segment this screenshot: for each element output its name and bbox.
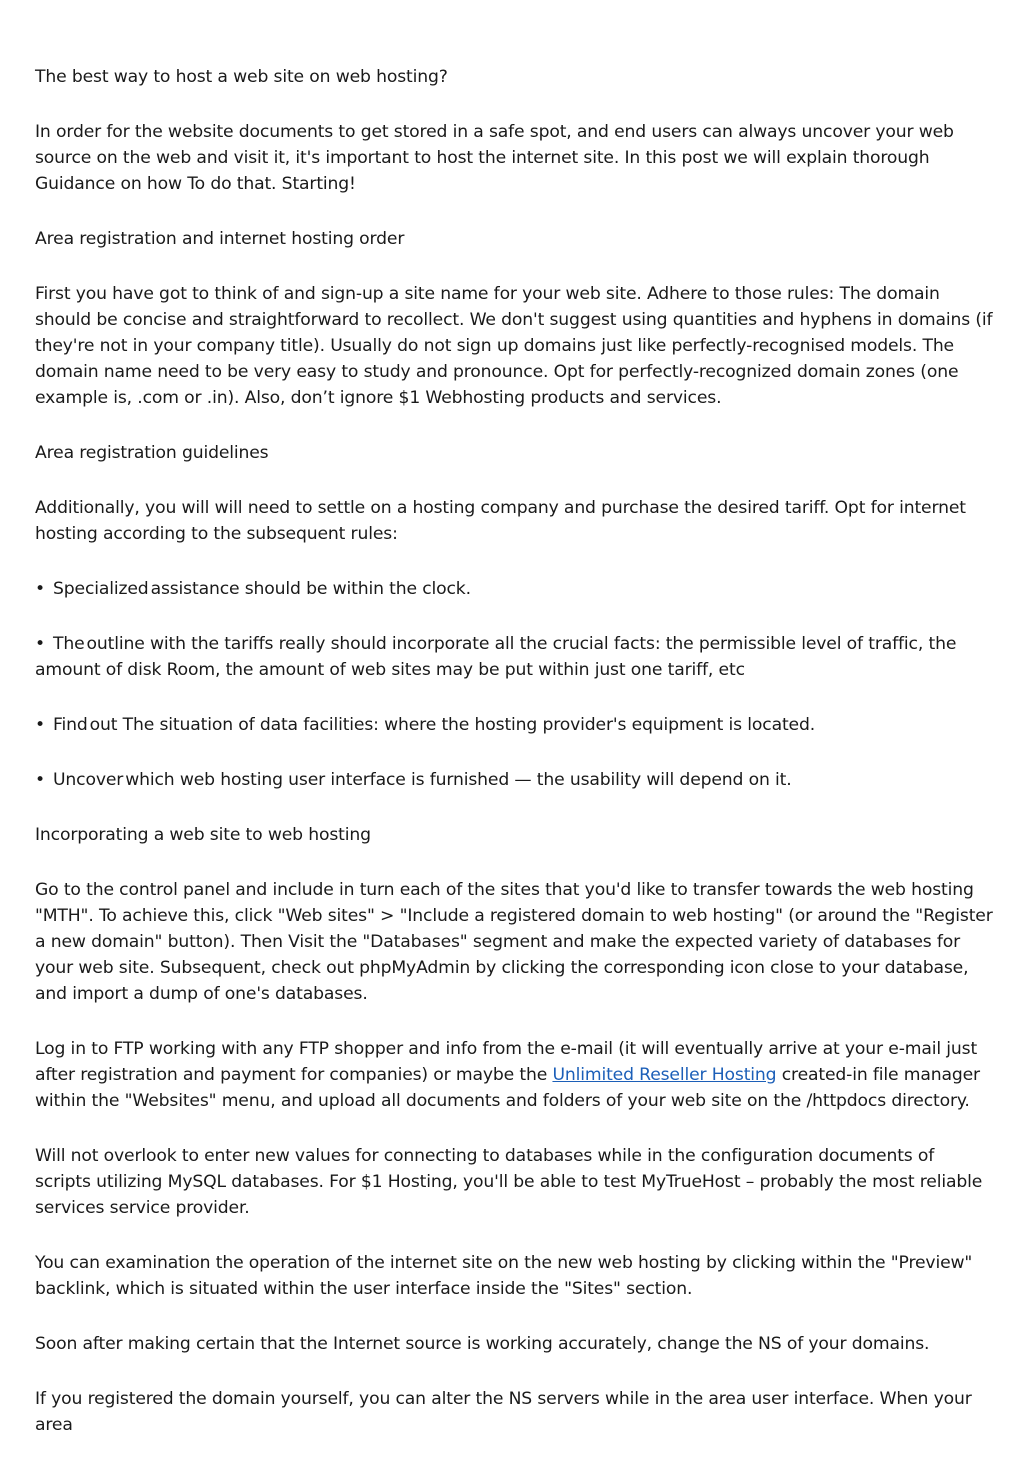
- bullet-text: which web hosting user interface is furnished — the usability will depend on it.: [125, 770, 792, 790]
- control-panel-paragraph: Go to the control panel and include in turn each of the sites that you'd like to transfer towards the web hosting "MTH". To achieve this, click "Web sites" > "Include a registered domain to web hosting" (or around the "Register a new domain" button). Then Visit the "Databases" segment and make the expected variety of databases for your web site. Subsequent, check out phpMyAdmin by clicking the corresponding icon close to your database, and import a dump of one's databases.: [35, 880, 993, 1004]
- bullet-lead: Specialized: [53, 579, 149, 599]
- list-item: [35, 767, 995, 793]
- config-paragraph: Will not overlook to enter new values for connecting to databases while in the configuration documents of scripts utilizing MySQL databases. For $1 Hosting, you'll be able to test MyTrueHost – probably the most reliable services service provider.: [35, 1146, 983, 1218]
- bullet-lead: Find: [53, 715, 88, 735]
- section-heading-domain-order: Area registration and internet hosting order: [35, 229, 405, 249]
- section-heading-adding: Incorporating a web site to web hosting: [35, 825, 371, 845]
- hosting-choice-paragraph: Additionally, you will will need to settle on a hosting company and purchase the desired tariff. Opt for internet hosting according to the subsequent rules:: [35, 498, 966, 544]
- bullet-icon: •: [35, 715, 45, 735]
- intro-paragraph: In order for the website documents to get stored in a safe spot, and end users can always uncover your web source on the web and visit it, it's important to host the internet site. In this post we will explain thorough Guidance on how To do that. Starting!: [35, 122, 954, 194]
- ftp-paragraph: [35, 1036, 995, 1114]
- bullet-text: outline with the tariffs really should incorporate all the crucial facts: the permissible level of traffic, the amount of disk Room, the amount of web sites may be put within just one tariff, etc: [35, 634, 957, 680]
- article-title: The best way to host a web site on web hosting?: [35, 67, 448, 87]
- preview-paragraph: You can examination the operation of the internet site on the new web hosting by clicking within the "Preview" backlink, which is situated within the user interface inside the "Sites" section.: [35, 1253, 973, 1299]
- bullet-icon: •: [35, 770, 45, 790]
- section-heading-guidelines: Area registration guidelines: [35, 443, 269, 463]
- bullet-icon: •: [35, 579, 45, 599]
- domain-rules-paragraph: First you have got to think of and sign-up a site name for your web site. Adhere to those rules: The domain should be concise and straightforward to recollect. We don't suggest using quantities and hyphens in domains (if they're not in your company title). Usually do not sign up domains just like perfectly-recognised models. The domain name need to be very easy to study and pronounce. Opt for perfectly-recognized domain zones (one example is, .com or .in). Also, don’t ignore $1 Webhosting products and services.: [35, 284, 993, 408]
- document-page: [35, 64, 995, 1467]
- list-item: [35, 576, 995, 602]
- ns-servers-paragraph: If you registered the domain yourself, you can alter the NS servers while in the area user interface. When your area: [35, 1389, 972, 1435]
- bullet-text: assistance should be within the clock.: [150, 579, 471, 599]
- list-item: [35, 712, 995, 738]
- bullet-lead: Uncover: [53, 770, 124, 790]
- bullet-icon: •: [35, 634, 45, 654]
- unlimited-reseller-hosting-link[interactable]: Unlimited Reseller Hosting: [552, 1065, 777, 1085]
- bullet-text: out The situation of data facilities: where the hosting provider's equipment is located.: [89, 715, 816, 735]
- ftp-text-after: created-in file manager within the "Websites" menu, and upload all documents and folders of your web site on the /httpdocs directory.: [35, 1065, 980, 1111]
- ftp-text-before: Log in to FTP working with any FTP shopper and info from the e-mail (it will eventually arrive at your e-mail just after registration and payment for companies) or maybe the: [35, 1039, 978, 1085]
- bullet-lead: The: [53, 634, 85, 654]
- ns-change-paragraph: Soon after making certain that the Internet source is working accurately, change the NS of your domains.: [35, 1334, 930, 1354]
- list-item: [35, 631, 995, 683]
